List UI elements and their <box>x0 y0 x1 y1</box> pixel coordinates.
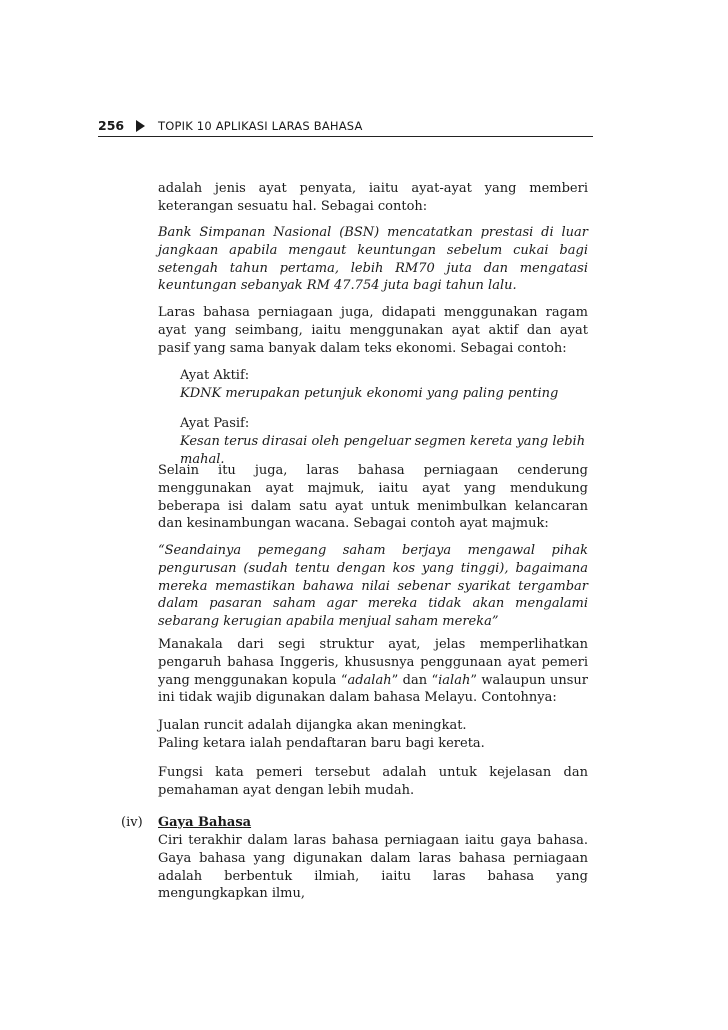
kopula-ialah: ialah <box>438 672 471 688</box>
example-majmuk: “Seandainya pemegang saham berjaya mengawal pihak pengurusan (sudah tentu dengan kos yang tinggi), bagaimana mereka memastikan bahawa nilai sebenar syarikat tergambar dalam pasaran saham agar mereka tidak akan mengalami sebarang kerugian apabila menjual saham mereka” <box>158 543 588 630</box>
active-example: KDNK merupakan petunjuk ekonomi yang paling penting <box>180 386 559 401</box>
section-number: (iv) <box>121 815 143 830</box>
active-label: Ayat Aktif: <box>180 368 250 383</box>
paragraph-intro: adalah jenis ayat penyata, iaitu ayat-ayat yang memberi keterangan sesuatu hal. Sebagai contoh: <box>158 181 588 214</box>
paragraph-ayat-majmuk: Selain itu juga, laras bahasa perniagaan cenderung menggunakan ayat majmuk, iaitu ayat yang mendukung beberapa isi dalam satu ayat untuk menimbulkan kelancaran dan kesinambungan wacana. Sebagai contoh ayat majmuk: <box>158 463 588 532</box>
example-jualan: Jualan runcit adalah dijangka akan meningkat. <box>158 718 467 733</box>
paragraph-struktur-ayat <box>158 636 588 707</box>
paragraph-ragam-ayat: Laras bahasa perniagaan juga, didapati menggunakan ragam ayat yang seimbang, iaitu menggunakan ayat aktif dan ayat pasif yang sama banyak dalam teks ekonomi. Sebagai contoh: <box>158 305 588 356</box>
paragraph-fungsi-pemeri: Fungsi kata pemeri tersebut adalah untuk kejelasan dan pemahaman ayat dengan lebih mudah. <box>158 765 588 798</box>
paragraph-struktur-part1: Manakala dari segi struktur ayat, jelas memperlihatkan pengaruh bahasa Inggeris, khususnya penggunaan ayat pemeri yang menggunakan kopula “ <box>158 637 588 688</box>
running-header <box>98 118 593 137</box>
triangle-arrow-icon <box>136 120 145 132</box>
example-pendaftaran: Paling ketara ialah pendaftaran baru bagi kereta. <box>158 736 485 751</box>
passive-label: Ayat Pasif: <box>180 416 250 431</box>
paragraph-struktur-part2: ” dan “ <box>391 672 439 688</box>
page-number: 256 <box>98 118 125 133</box>
example-bsn: Bank Simpanan Nasional (BSN) mencatatkan prestasi di luar jangkaan apabila mengaut keuntungan sebelum cukai bagi setengah tahun pertama, lebih RM70 juta dan mengatasi keuntungan sebanyak RM 47.754 juta bagi tahun lalu. <box>158 225 588 294</box>
passive-example: Kesan terus dirasai oleh pengeluar segmen kereta yang lebih mahal. <box>180 434 586 467</box>
section-heading: Gaya Bahasa <box>158 815 252 830</box>
topic-title: TOPIK 10 APLIKASI LARAS BAHASA <box>158 119 363 133</box>
paragraph-gaya-bahasa: Ciri terakhir dalam laras bahasa perniagaan iaitu gaya bahasa. Gaya bahasa yang digunakan dalam laras bahasa perniagaan adalah berbentuk ilmiah, iaitu laras bahasa yang mengungkapkan ilmu, <box>158 833 588 902</box>
kopula-adalah: adalah <box>347 672 392 688</box>
paragraph-struktur-part3: ” walaupun unsur ini tidak wajib digunakan dalam bahasa Melayu. Contohnya: <box>158 672 588 706</box>
